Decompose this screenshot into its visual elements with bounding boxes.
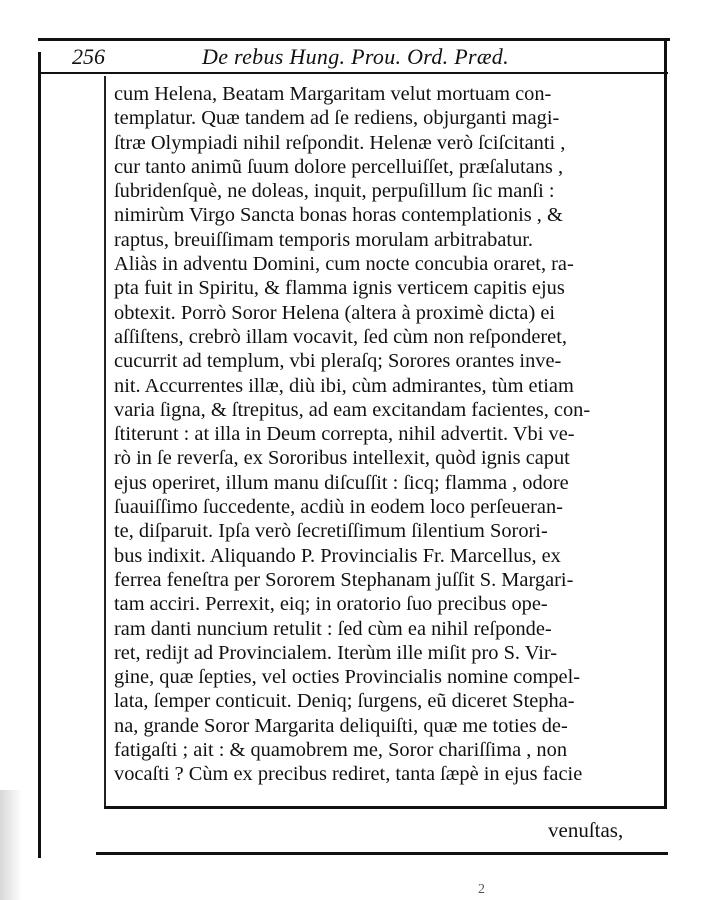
text-line: pta fuit in Spiritu, & flamma ignis verticem capitis ejus — [114, 277, 565, 300]
text-line: ejus operiret, illum manu diſcuſſit : ſicq; flamma , odore — [114, 471, 569, 494]
text-line: nimirùm Virgo Sancta bonas horas contemplationis , & — [114, 204, 563, 227]
text-line: ſuauiſſimo ſuccedente, acdiù in eodem loco perſeueran- — [114, 496, 563, 519]
running-head — [72, 44, 672, 74]
text-line: rò in ſe reverſa, ex Sororibus intellexit, quòd ignis caput — [114, 447, 570, 470]
text-line: bus indixit. Aliquando P. Provincialis Fr. Marcellus, ex — [114, 544, 561, 567]
text-line: cur tanto animũ ſuum dolore percelluiſſet, præſalutans , — [114, 155, 564, 178]
text-margin-rule — [104, 76, 106, 806]
text-line: ret, redijt ad Provincialem. Iterùm ille miſit pro S. Vir- — [114, 641, 558, 664]
text-line: ferrea feneſtra per Sororem Stephanam juſſit S. Margari- — [114, 568, 574, 591]
text-line: cum Helena, Beatam Margaritam velut mortuam con- — [114, 83, 552, 105]
body-text — [114, 82, 662, 787]
text-line: aſſiſtens, crebrò illam vocavit, ſed cùm non reſponderet, — [114, 325, 567, 348]
text-line: ram danti nuncium retulit : ſed cùm ea nihil reſponde- — [114, 617, 552, 640]
catchword: venuſtas, — [548, 818, 624, 842]
top-rule — [38, 38, 670, 41]
text-line: vocaſti ? Cùm ex precibus rediret, tanta ſæpè in ejus facie — [114, 763, 583, 786]
text-line: templatur. Quæ tandem ad ſe rediens, objurganti magi- — [114, 107, 560, 130]
text-line: na, grande Soror Margarita deliquiſti, quæ me toties de- — [114, 714, 568, 737]
page-number: 256 — [72, 44, 105, 69]
text-line: Aliàs in adventu Domini, cum nocte concubia oraret, ra- — [114, 253, 574, 276]
left-border-rule — [38, 52, 41, 858]
text-line: ſubridenſquè, ne doleas, inquit, perpuſillum ſic manſi : — [114, 180, 555, 203]
text-line: cucurrit ad templum, vbi pleraſq; Sorores orantes inve- — [114, 350, 562, 373]
right-border-rule — [664, 38, 667, 808]
text-bottom-rule — [104, 806, 667, 809]
text-line: varia ſigna, & ſtrepitus, ad eam excitandam facientes, con- — [114, 398, 591, 421]
text-line: te, diſparuit. Ipſa verò ſecretiſſimum ſilentium Sorori- — [114, 520, 548, 543]
text-line: obtexit. Porrò Soror Helena (altera à proximè dicta) ei — [114, 301, 556, 324]
page-edge-shadow — [0, 790, 22, 900]
text-line: gine, quæ ſepties, vel octies Provincialis nomine compel- — [114, 666, 581, 689]
text-line: raptus, breuiſſimam temporis morulam arbitrabatur. — [114, 228, 534, 251]
running-title: De rebus Hung. Prou. Ord. Præd. — [202, 44, 509, 69]
footer-mark: 2 — [478, 882, 485, 897]
text-line: lata, ſemper conticuit. Deniq; ſurgens, eũ diceret Stepha- — [114, 690, 575, 713]
text-line: tam acciri. Perrexit, eiq; in oratorio ſuo precibus ope- — [114, 593, 548, 616]
header-rule — [38, 72, 668, 74]
footer-rule — [96, 852, 668, 855]
text-line: fatigaſti ; ait : & quamobrem me, Soror chariſſima , non — [114, 739, 568, 762]
text-line: ſtiterunt : at illa in Deum correpta, nihil advertit. Vbi ve- — [114, 423, 575, 446]
text-line: ſtræ Olympiadi nihil reſpondit. Helenæ verò ſciſcitanti , — [114, 131, 566, 154]
text-line: nit. Accurrentes illæ, diù ibi, cùm admirantes, tùm etiam — [114, 374, 574, 397]
